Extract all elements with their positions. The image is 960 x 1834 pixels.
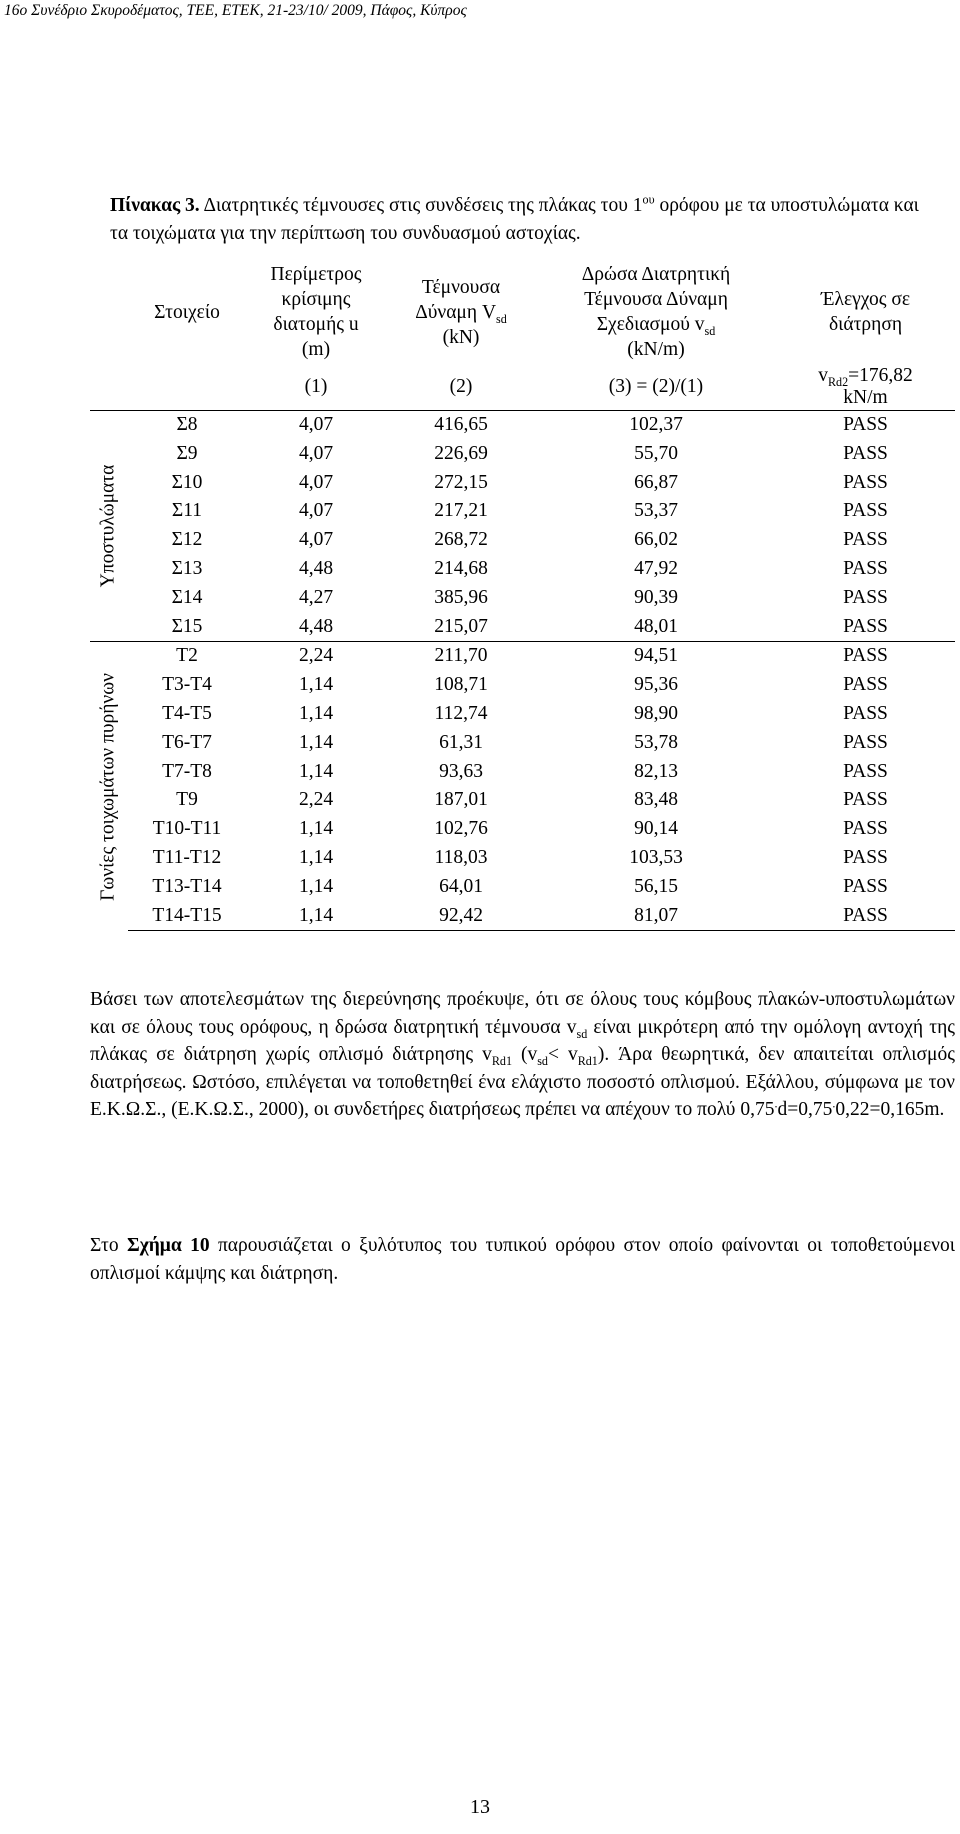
table-row <box>90 786 955 815</box>
results-paragraph <box>90 986 955 1124</box>
header-design-line: Τέμνουσα Δύναμη <box>584 289 728 310</box>
caption-label: Πίνακας 3. <box>110 195 200 216</box>
shear-force-cell: 217,21 <box>434 500 488 522</box>
table-row <box>90 497 955 526</box>
perimeter-cell: 1,14 <box>298 846 334 868</box>
perimeter-cell: 4,48 <box>298 557 334 579</box>
perimeter-cell: 2,24 <box>298 789 334 811</box>
element-cell: Σ12 <box>171 529 203 551</box>
para-text: (v <box>512 1044 538 1065</box>
perimeter-cell: 4,07 <box>298 529 334 551</box>
check-cell: PASS <box>843 615 888 637</box>
check-cell: PASS <box>843 442 888 464</box>
element-cell: Σ8 <box>176 414 198 435</box>
element-cell: Τ9 <box>176 789 198 811</box>
shear-table <box>90 258 955 931</box>
design-shear-cell: 48,01 <box>634 615 678 637</box>
design-shear-cell: 66,02 <box>634 529 678 551</box>
header-element: Στοιχείο <box>154 301 220 323</box>
shear-force-cell: 215,07 <box>434 615 488 637</box>
shear-force-cell: 268,72 <box>434 529 488 551</box>
para-dot: . <box>832 1096 836 1111</box>
table-row <box>90 411 955 440</box>
para-text: 0,22=0,165m. <box>835 1099 945 1120</box>
para-sub: Rd1 <box>491 1053 513 1068</box>
check-cell: PASS <box>843 731 888 753</box>
group-label-cell <box>90 411 128 642</box>
shear-force-cell: 187,01 <box>434 789 488 811</box>
perimeter-cell: 1,14 <box>298 674 334 696</box>
header-design-sub: sd <box>704 323 716 338</box>
check-cell: PASS <box>843 702 888 724</box>
table-row <box>90 815 955 844</box>
figure-reference-paragraph <box>90 1232 955 1287</box>
element-cell: Τ4-Τ5 <box>162 702 212 724</box>
perimeter-cell: 4,07 <box>298 414 334 435</box>
shear-force-cell: 118,03 <box>434 846 488 868</box>
para-text: είναι μικρότερη από την ομόλογη αντοχή της πλάκας σε διάτρηση χωρίς οπλισμό διάτρησης v <box>90 1016 955 1065</box>
check-cell: PASS <box>843 471 888 493</box>
header-shear-line: (kN) <box>442 326 480 348</box>
header-perimeter-line: (m) <box>301 339 331 360</box>
element-cell: Σ11 <box>171 500 203 522</box>
design-shear-cell: 103,53 <box>629 846 683 868</box>
figure-reference: Σχήμα 10 <box>126 1235 210 1256</box>
table-row <box>90 440 955 469</box>
element-cell: Σ9 <box>176 442 198 464</box>
perimeter-cell: 1,14 <box>298 760 334 782</box>
header-shear-text: Δύναμη V <box>415 301 497 323</box>
header-shear-line <box>386 300 536 325</box>
number-col1: (1) <box>304 376 328 397</box>
design-shear-cell: 102,37 <box>629 414 683 435</box>
vrd2-unit: kN/m <box>843 387 888 408</box>
perimeter-cell: 4,07 <box>298 500 334 522</box>
table-row <box>90 584 955 613</box>
header-perimeter-line: Περίμετρος <box>270 264 362 285</box>
shear-force-cell: 64,01 <box>439 875 483 897</box>
check-cell: PASS <box>843 789 888 811</box>
shear-force-cell: 92,42 <box>386 902 536 931</box>
header-perimeter-line: κρίσιμης <box>281 289 351 310</box>
header-check-line: διάτρηση <box>828 314 903 335</box>
check-cell: PASS <box>843 414 888 435</box>
para-text: < v <box>547 1044 578 1065</box>
vrd2-symbol: v <box>818 365 828 386</box>
table-row <box>90 902 955 931</box>
check-cell: PASS <box>776 902 955 931</box>
perimeter-cell: 1,14 <box>298 702 334 724</box>
group-label: Υποστυλώματα <box>97 464 119 588</box>
design-shear-cell: 90,39 <box>634 586 678 608</box>
shear-force-cell: 112,74 <box>434 702 488 724</box>
page-number: 13 <box>470 1796 490 1818</box>
header-perimeter <box>246 258 386 364</box>
para-text: Στο <box>90 1235 127 1256</box>
perimeter-cell: 4,07 <box>298 471 334 493</box>
header-check <box>776 258 955 364</box>
design-shear-cell: 81,07 <box>536 902 776 931</box>
element-cell: Τ14-Τ15 <box>128 902 246 931</box>
perimeter-cell: 1,14 <box>298 818 334 840</box>
element-cell: Τ2 <box>128 642 246 671</box>
caption-superscript: ου <box>642 192 655 207</box>
check-cell: PASS <box>843 557 888 579</box>
shear-force-cell: 93,63 <box>439 760 483 782</box>
header-shear-force <box>386 258 536 364</box>
table-header-row <box>90 258 955 364</box>
shear-force-cell: 102,76 <box>434 818 488 840</box>
header-design-shear <box>536 258 776 364</box>
design-shear-cell: 82,13 <box>634 760 678 782</box>
group-walls <box>90 642 955 931</box>
group-columns <box>90 411 955 642</box>
para-text: ). Άρα θεωρητικά, δεν απαιτείται οπλισμός διατρήσεως. Ωστόσο, επιλέγεται να τοποθετηθεί ένα ελάχιστο ποσοστό οπλισμού. Εξάλλου, σύμφωνα με τον Ε.Κ.Ω.Σ., (Ε.Κ.Ω.Σ., 2000), οι συνδετήρες διατρήσεως πρέπει να απέχουν το πολύ 0,75 <box>90 1044 955 1120</box>
para-text: παρουσιάζεται ο ξυλότυπος του τυπικού ορόφου στον οποίο φαίνονται οι τοποθετούμενοι οπλισμοί κάμψης και διάτρηση. <box>90 1235 955 1284</box>
table-row <box>90 729 955 758</box>
number-col2: (2) <box>449 376 473 397</box>
header-shear-line: Τέμνουσα <box>421 276 501 298</box>
check-cell: PASS <box>843 760 888 782</box>
shear-force-cell: 214,68 <box>434 557 488 579</box>
element-cell: Τ10-Τ11 <box>152 818 222 840</box>
perimeter-cell: 1,14 <box>298 731 334 753</box>
design-shear-cell: 53,78 <box>634 731 678 753</box>
shear-force-cell: 226,69 <box>434 442 488 464</box>
design-shear-cell: 98,90 <box>634 702 678 724</box>
para-dot: . <box>774 1096 778 1111</box>
shear-force-cell: 61,31 <box>439 731 483 753</box>
header-design-line <box>536 312 776 337</box>
table-row <box>90 526 955 555</box>
shear-force-cell: 211,70 <box>386 642 536 671</box>
para-sub: sd <box>576 1026 588 1041</box>
number-col3: (3) = (2)/(1) <box>608 376 704 397</box>
design-shear-cell: 83,48 <box>634 789 678 811</box>
header-design-line: (kN/m) <box>627 339 685 360</box>
element-cell: Τ3-Τ4 <box>162 674 212 696</box>
para-text: Βάσει των αποτελεσμάτων της διερεύνησης προέκυψε, ότι σε όλους τους κόμβους πλακών-υποστυλωμάτων και σε όλους τους ορόφους, η δρώσα διατρητική τέμνουσα v <box>90 989 955 1038</box>
check-cell: PASS <box>776 642 955 671</box>
element-cell: Τ13-Τ14 <box>152 875 222 897</box>
design-shear-cell: 95,36 <box>634 674 678 696</box>
para-text: d=0,75 <box>777 1099 833 1120</box>
shear-force-cell: 385,96 <box>434 586 488 608</box>
element-cell: Σ15 <box>171 615 203 637</box>
table-row <box>90 613 955 642</box>
design-shear-cell: 47,92 <box>634 557 678 579</box>
design-shear-cell: 90,14 <box>634 818 678 840</box>
table-row <box>90 758 955 787</box>
shear-force-cell: 272,15 <box>434 471 488 493</box>
shear-force-cell: 416,65 <box>434 414 488 435</box>
design-shear-cell: 56,15 <box>634 875 678 897</box>
group-label: Γωνίες τοιχωμάτων πυρήνων <box>97 672 119 901</box>
design-shear-cell: 94,51 <box>536 642 776 671</box>
header-check-line: Έλεγχος σε <box>820 289 911 310</box>
table-number-row <box>90 364 955 411</box>
table-row <box>90 555 955 584</box>
para-sub: sd <box>537 1053 548 1068</box>
table-row <box>90 469 955 498</box>
table-row <box>90 844 955 873</box>
check-cell: PASS <box>843 875 888 897</box>
header-design-text: Σχεδιασμού v <box>596 314 705 335</box>
element-cell: Τ11-Τ12 <box>152 846 222 868</box>
perimeter-cell: 4,07 <box>298 442 334 464</box>
perimeter-cell: 1,14 <box>298 875 334 897</box>
table-row <box>90 671 955 700</box>
perimeter-cell: 4,48 <box>298 615 334 637</box>
table-row <box>90 700 955 729</box>
caption-text-end: ορόφου με τα υποστυλώματα και τα τοιχώματα για την περίπτωση του συνδυασμού αστοχίας. <box>110 195 919 244</box>
element-cell: Τ7-Τ8 <box>162 760 212 782</box>
design-shear-cell: 66,87 <box>634 471 678 493</box>
check-cell: PASS <box>843 846 888 868</box>
element-cell: Σ10 <box>171 471 203 493</box>
running-header: 16ο Συνέδριο Σκυροδέματος, ΤΕΕ, ΕΤΕΚ, 21-23/10/ 2009, Πάφος, Κύπρος <box>4 2 467 19</box>
vrd2-sub: Rd2 <box>827 374 849 389</box>
check-cell: PASS <box>843 529 888 551</box>
design-shear-cell: 53,37 <box>634 500 678 522</box>
caption-text: Διατρητικές τέμνουσες στις συνδέσεις της πλάκας του 1 <box>199 195 643 216</box>
vrd2-value: =176,82 <box>848 365 913 386</box>
check-cell: PASS <box>843 500 888 522</box>
para-sub: Rd1 <box>577 1053 598 1068</box>
header-design-line: Δρώσα Διατρητική <box>581 264 731 285</box>
perimeter-cell: 1,14 <box>246 902 386 931</box>
element-cell: Τ6-Τ7 <box>162 731 212 753</box>
check-cell: PASS <box>843 674 888 696</box>
check-cell: PASS <box>843 818 888 840</box>
table-row <box>90 642 955 671</box>
header-perimeter-line: διατομής u <box>273 314 359 335</box>
element-cell: Σ13 <box>171 557 203 579</box>
element-cell: Σ14 <box>171 586 203 608</box>
number-col4 <box>776 364 955 411</box>
shear-force-cell: 108,71 <box>434 674 488 696</box>
check-cell: PASS <box>843 586 888 608</box>
perimeter-cell: 4,27 <box>298 586 334 608</box>
header-shear-sub: sd <box>496 311 507 326</box>
group-label-cell <box>90 642 128 931</box>
table-row <box>90 873 955 902</box>
design-shear-cell: 55,70 <box>634 442 678 464</box>
table-caption <box>110 192 940 248</box>
perimeter-cell: 2,24 <box>246 642 386 671</box>
